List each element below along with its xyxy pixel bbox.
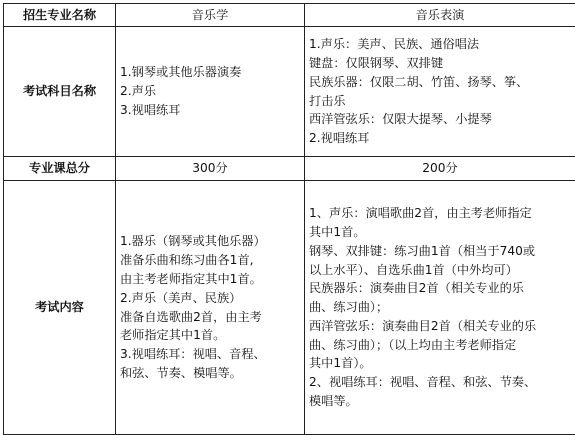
content-line: 西洋管弦乐：演奏曲目2首（相关专业的乐: [309, 317, 571, 336]
subject-line: 民族乐器：仅限二胡、竹笛、扬琴、筝、: [309, 73, 571, 92]
content-line: 准备自选歌曲2首，由主考: [120, 308, 300, 327]
musicology-subjects-cell: [116, 27, 305, 157]
major-musicology-header: 音乐学: [116, 4, 305, 27]
content-line: 2、视唱练耳：视唱、音程、和弦、节奏、: [309, 373, 571, 392]
subject-line: 1.声乐：美声、民族、通俗唱法: [309, 35, 571, 54]
content-line: 其中1首）。: [309, 354, 571, 373]
subject-line: 西洋管弦乐：仅限大提琴、小提琴: [309, 110, 571, 129]
content-line: 钢琴、双排键：练习曲1首（相当于740或: [309, 242, 571, 261]
content-line: 以上水平）、自选乐曲1首（中外均可）: [309, 261, 571, 280]
musicology-content-cell: [116, 181, 305, 435]
subject-line: 3.视唱练耳: [120, 101, 300, 120]
header-label-cell: 招生专业名称: [4, 4, 116, 27]
subject-line: 打击乐: [309, 92, 571, 111]
content-line: 老师指定其中1首。: [120, 326, 300, 345]
content-line: 民族器乐：演奏曲目2首（相关专业的乐: [309, 279, 571, 298]
subject-line: 键盘：仅限钢琴、双排键: [309, 54, 571, 73]
content-label-cell: 考试内容: [4, 181, 116, 435]
content-line: 模唱等。: [309, 392, 571, 411]
performance-total-score: 200分: [305, 157, 575, 181]
admission-exam-table: [3, 3, 575, 435]
content-line: 曲、练习曲）；: [309, 298, 571, 317]
content-line: 曲、练习曲）；（以上均由主考老师指定: [309, 336, 571, 355]
content-line: 1.器乐（钢琴或其他乐器）: [120, 232, 300, 251]
content-line: 其中1首。: [309, 223, 571, 242]
content-line: 由主考老师指定其中1首。: [120, 270, 300, 289]
major-performance-header: 音乐表演: [305, 4, 575, 27]
content-line: 2.声乐（美声、民族）: [120, 289, 300, 308]
total-score-label-cell: 专业课总分: [4, 157, 116, 181]
header-row: [4, 4, 575, 27]
content-line: 准备乐曲和练习曲各1首,: [120, 251, 300, 270]
subject-line: 1.钢琴或其他乐器演奏: [120, 63, 300, 82]
performance-subjects-cell: [305, 27, 575, 157]
content-line: 3.视唱练耳：视唱、音程、: [120, 345, 300, 364]
subjects-label-cell: 考试科目名称: [4, 27, 116, 157]
total-score-row: [4, 157, 575, 181]
content-line: 1、声乐：演唱歌曲2首，由主考老师指定: [309, 204, 571, 223]
subjects-row: [4, 27, 575, 157]
content-row: [4, 181, 575, 435]
subject-line: 2.视唱练耳: [309, 129, 571, 148]
content-line: 和弦、节奏、模唱等。: [120, 364, 300, 383]
musicology-total-score: 300分: [116, 157, 305, 181]
performance-content-cell: [305, 181, 575, 435]
subject-line: 2.声乐: [120, 82, 300, 101]
